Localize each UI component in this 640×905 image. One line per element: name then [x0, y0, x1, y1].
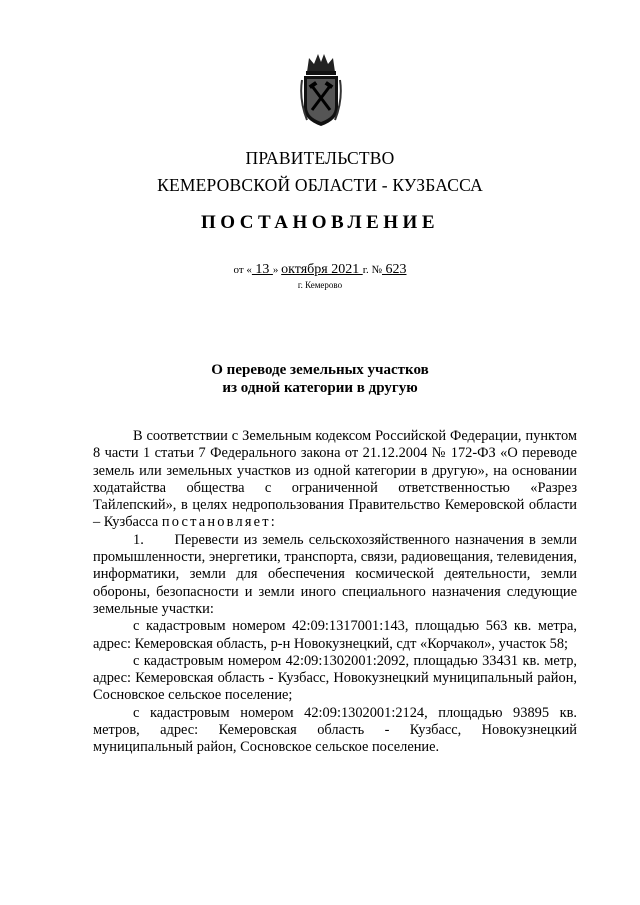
date-g: г. — [362, 264, 369, 276]
intro-paragraph — [93, 428, 577, 532]
intro-text: В соответствии с Земельным кодексом Российской Федерации, пунктом 8 части 1 статьи 7 Федерального закона от 21.12.2004 № 172-ФЗ «О переводе земель или земельных участков из одной категории в другую», на основании ходатайства общества с ограниченной ответственностью «Разрез Тайлепский», в целях недропользования Правительство Кемеровской области – Кузбасса — [93, 428, 577, 531]
resolves-word: постановляет: — [161, 514, 277, 531]
date-prefix: от « — [233, 264, 252, 276]
city-label: г. Кемерово — [297, 280, 343, 290]
item-1-paragraph: 1. Перевести из земель сельскохозяйственного назначения в земли промышленности, энергетики, транспорта, связи, радиовещания, телевидения, информатики, земли для обеспечения космической деятельности, земли обороны, безопасности и земли иного специального назначения следующие земельные участки: — [93, 531, 577, 617]
government-title-line2: КЕМЕРОВСКОЙ ОБЛАСТИ - КУЗБАССА — [157, 175, 483, 195]
subject-line2: из одной категории в другую — [222, 380, 418, 396]
subject-line1: О переводе земельных участков — [211, 362, 429, 378]
date-day: 13 — [251, 262, 273, 277]
document-body — [93, 428, 577, 757]
date-mid: » — [272, 264, 282, 276]
government-title-line1: ПРАВИТЕЛЬСТВО — [245, 148, 395, 168]
number-label: № — [371, 264, 382, 276]
kuzbass-coat-of-arms-icon — [299, 50, 343, 130]
document-type-title: ПОСТАНОВЛЕНИЕ — [200, 212, 440, 233]
plot-3-paragraph: с кадастровым номером 42:09:1302001:2124, площадью 93895 кв. метров, адрес: Кемеровская область - Кузбасс, Новокузнецкий муниципальный район, Сосновское сельское поселение. — [93, 704, 577, 756]
plot-1-paragraph: с кадастровым номером 42:09:1317001:143, площадью 563 кв. метра, адрес: Кемеровская область, р-н Новокузнецкий, сдт «Корчакол», участок 58; — [93, 618, 577, 652]
plot-2-paragraph: с кадастровым номером 42:09:1302001:2092, площадью 33431 кв. метр, адрес: Кемеровская область - Кузбасс, Новокузнецкий муниципальный район, Сосновское сельское поселение; — [93, 652, 577, 704]
date-number-line — [0, 262, 640, 278]
document-number: 623 — [382, 262, 407, 277]
date-month-year: октября 2021 — [281, 262, 363, 277]
